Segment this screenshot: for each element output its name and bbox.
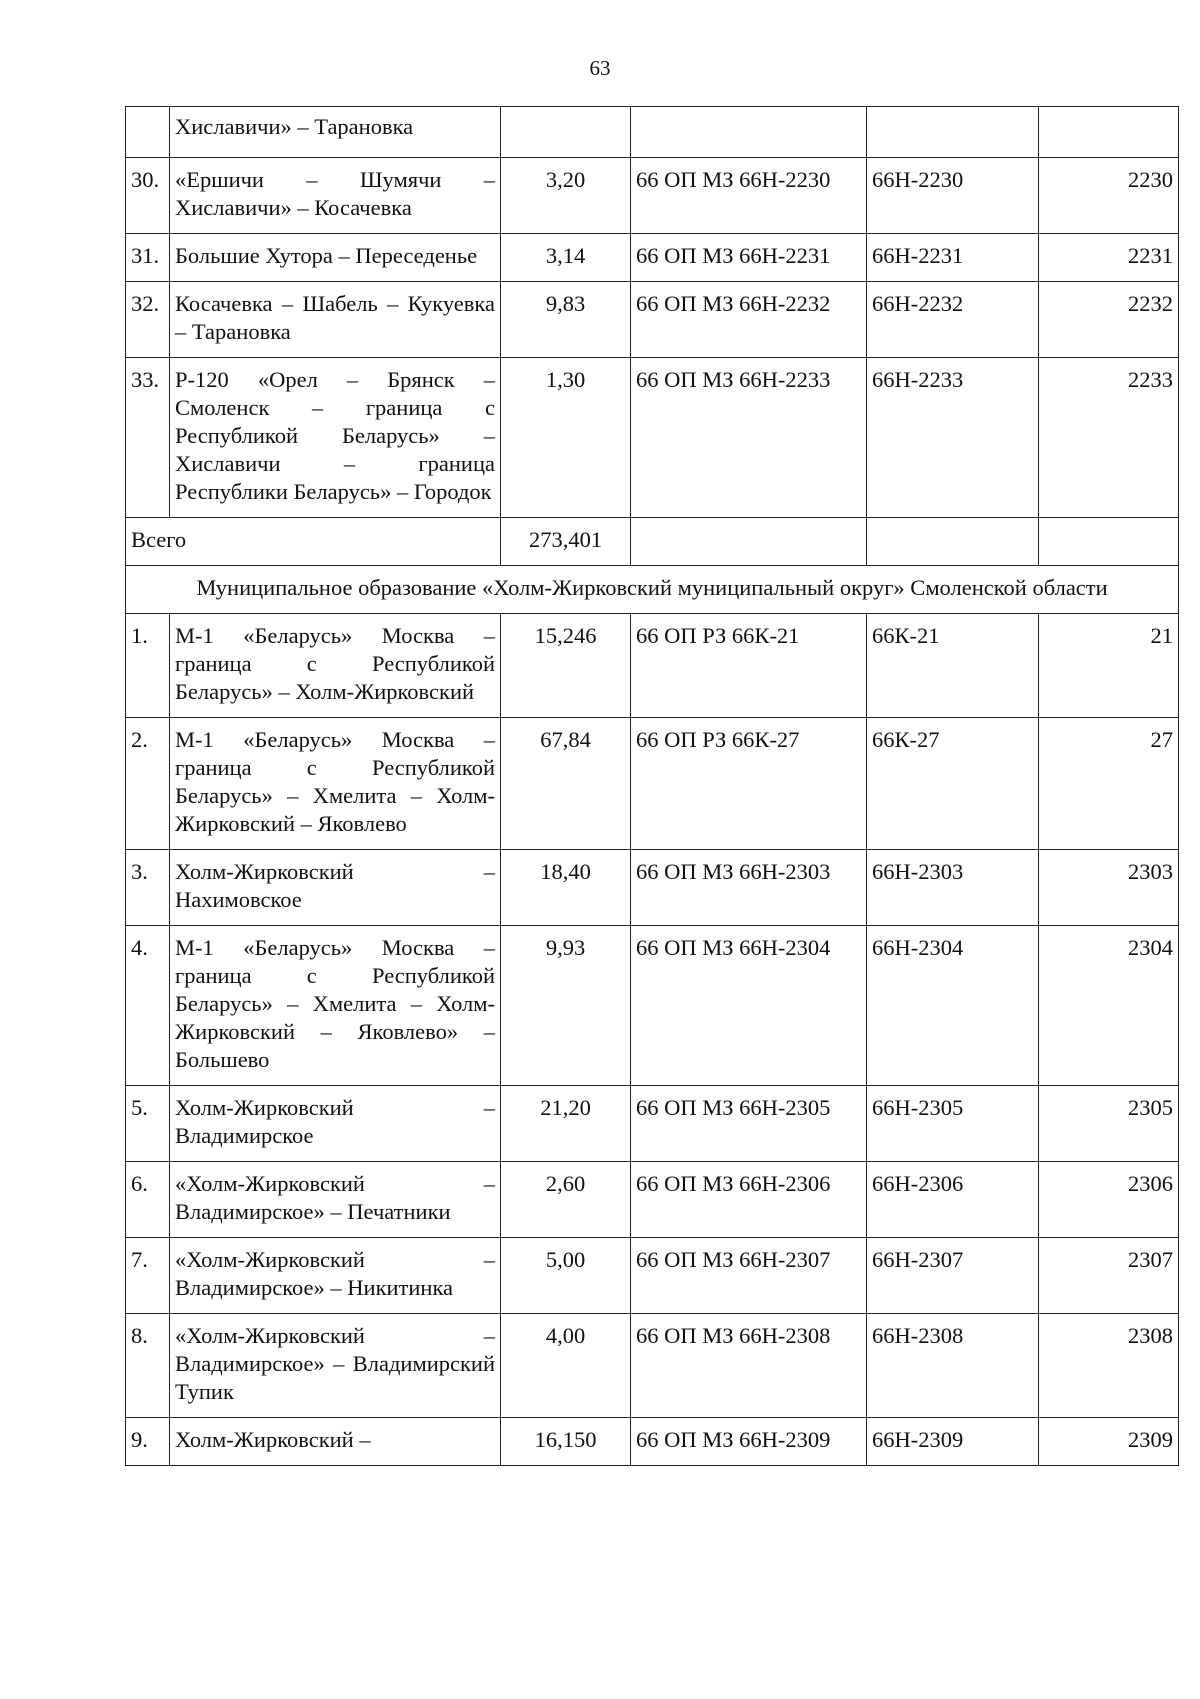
row-number: 32. <box>126 282 170 358</box>
total-empty-cell <box>1039 518 1179 566</box>
road-identifier: 66 ОП МЗ 66Н-2233 <box>631 358 867 518</box>
road-registration-number: 66Н-2305 <box>867 1086 1039 1162</box>
road-length: 21,20 <box>501 1086 631 1162</box>
row-number: 31. <box>126 234 170 282</box>
road-code: 2309 <box>1039 1418 1179 1466</box>
roads-table-part-1 <box>126 107 1179 518</box>
road-registration-number <box>867 107 1039 158</box>
row-number: 33. <box>126 358 170 518</box>
road-code <box>1039 107 1179 158</box>
road-registration-number: 66Н-2231 <box>867 234 1039 282</box>
section-header-row <box>126 566 1179 614</box>
road-name: М-1 «Беларусь» Москва – граница с Республикой Беларусь» – Хмелита – Холм-Жирковский – Яковлево» – Большево <box>170 926 501 1086</box>
row-number: 8. <box>126 1314 170 1418</box>
road-name: Р-120 «Орел – Брянск – Смоленск – граница с Республикой Беларусь» – Хиславичи – граница Республики Беларусь» – Городок <box>170 358 501 518</box>
table-row <box>126 234 1179 282</box>
road-name: М-1 «Беларусь» Москва – граница с Республикой Беларусь» – Холм-Жирковский <box>170 614 501 718</box>
road-identifier <box>631 107 867 158</box>
road-name: «Холм-Жирковский – Владимирское» – Владимирский Тупик <box>170 1314 501 1418</box>
table-row <box>126 1314 1179 1418</box>
road-identifier: 66 ОП МЗ 66Н-2231 <box>631 234 867 282</box>
road-identifier: 66 ОП МЗ 66Н-2307 <box>631 1238 867 1314</box>
table-row <box>126 1162 1179 1238</box>
road-code: 2230 <box>1039 158 1179 234</box>
road-registration-number: 66Н-2306 <box>867 1162 1039 1238</box>
road-registration-number: 66Н-2304 <box>867 926 1039 1086</box>
road-length: 1,30 <box>501 358 631 518</box>
total-value: 273,401 <box>501 518 631 566</box>
road-registration-number: 66Н-2232 <box>867 282 1039 358</box>
road-identifier: 66 ОП МЗ 66Н-2305 <box>631 1086 867 1162</box>
road-name: Большие Хутора – Переседенье <box>170 234 501 282</box>
road-code: 2233 <box>1039 358 1179 518</box>
road-registration-number: 66Н-2230 <box>867 158 1039 234</box>
table-row <box>126 614 1179 718</box>
row-number: 2. <box>126 718 170 850</box>
row-number: 5. <box>126 1086 170 1162</box>
row-number: 4. <box>126 926 170 1086</box>
roads-table-part-2 <box>126 614 1179 1466</box>
row-number: 6. <box>126 1162 170 1238</box>
road-code: 2306 <box>1039 1162 1179 1238</box>
table-row <box>126 282 1179 358</box>
table-row <box>126 1418 1179 1466</box>
table-row <box>126 850 1179 926</box>
road-identifier: 66 ОП РЗ 66К-21 <box>631 614 867 718</box>
road-length: 18,40 <box>501 850 631 926</box>
road-length: 3,14 <box>501 234 631 282</box>
total-label: Всего <box>126 518 501 566</box>
road-length: 2,60 <box>501 1162 631 1238</box>
roads-table <box>125 106 1179 1466</box>
road-name: Холм-Жирковский – <box>170 1418 501 1466</box>
road-registration-number: 66К-27 <box>867 718 1039 850</box>
total-empty-cell <box>631 518 867 566</box>
page-number: 63 <box>589 56 611 80</box>
road-code: 21 <box>1039 614 1179 718</box>
row-number: 3. <box>126 850 170 926</box>
road-identifier: 66 ОП МЗ 66Н-2309 <box>631 1418 867 1466</box>
road-registration-number: 66Н-2233 <box>867 358 1039 518</box>
table-row <box>126 926 1179 1086</box>
road-identifier: 66 ОП МЗ 66Н-2303 <box>631 850 867 926</box>
road-code: 27 <box>1039 718 1179 850</box>
road-registration-number: 66Н-2307 <box>867 1238 1039 1314</box>
road-code: 2231 <box>1039 234 1179 282</box>
road-registration-number: 66К-21 <box>867 614 1039 718</box>
road-name: «Холм-Жирковский – Владимирское» – Печатники <box>170 1162 501 1238</box>
road-name: «Холм-Жирковский – Владимирское» – Никитинка <box>170 1238 501 1314</box>
table-row <box>126 1086 1179 1162</box>
total-section <box>126 518 1179 614</box>
road-length: 9,93 <box>501 926 631 1086</box>
road-length: 16,150 <box>501 1418 631 1466</box>
road-identifier: 66 ОП МЗ 66Н-2306 <box>631 1162 867 1238</box>
road-code: 2304 <box>1039 926 1179 1086</box>
road-name: Хиславичи» – Тарановка <box>170 107 501 158</box>
road-length <box>501 107 631 158</box>
road-name: Косачевка – Шабель – Кукуевка – Тарановка <box>170 282 501 358</box>
row-number: 1. <box>126 614 170 718</box>
road-registration-number: 66Н-2308 <box>867 1314 1039 1418</box>
row-number: 7. <box>126 1238 170 1314</box>
table-row <box>126 158 1179 234</box>
road-registration-number: 66Н-2303 <box>867 850 1039 926</box>
road-length: 9,83 <box>501 282 631 358</box>
table-row <box>126 107 1179 158</box>
row-number <box>126 107 170 158</box>
road-code: 2307 <box>1039 1238 1179 1314</box>
road-code: 2232 <box>1039 282 1179 358</box>
road-identifier: 66 ОП МЗ 66Н-2232 <box>631 282 867 358</box>
road-name: «Ершичи – Шумячи – Хиславичи» – Косачевка <box>170 158 501 234</box>
road-registration-number: 66Н-2309 <box>867 1418 1039 1466</box>
row-number: 9. <box>126 1418 170 1466</box>
road-code: 2308 <box>1039 1314 1179 1418</box>
road-identifier: 66 ОП МЗ 66Н-2308 <box>631 1314 867 1418</box>
road-code: 2305 <box>1039 1086 1179 1162</box>
road-identifier: 66 ОП МЗ 66Н-2304 <box>631 926 867 1086</box>
road-code: 2303 <box>1039 850 1179 926</box>
road-length: 4,00 <box>501 1314 631 1418</box>
road-length: 3,20 <box>501 158 631 234</box>
road-name: М-1 «Беларусь» Москва – граница с Республикой Беларусь» – Хмелита – Холм-Жирковский – Яковлево <box>170 718 501 850</box>
row-number: 30. <box>126 158 170 234</box>
total-row <box>126 518 1179 566</box>
table-row <box>126 718 1179 850</box>
table-row <box>126 358 1179 518</box>
road-name: Холм-Жирковский – Нахимовское <box>170 850 501 926</box>
road-length: 67,84 <box>501 718 631 850</box>
road-identifier: 66 ОП РЗ 66К-27 <box>631 718 867 850</box>
total-empty-cell <box>867 518 1039 566</box>
road-length: 15,246 <box>501 614 631 718</box>
road-identifier: 66 ОП МЗ 66Н-2230 <box>631 158 867 234</box>
road-length: 5,00 <box>501 1238 631 1314</box>
section-title: Муниципальное образование «Холм-Жирковский муниципальный округ» Смоленской области <box>126 566 1179 614</box>
road-name: Холм-Жирковский – Владимирское <box>170 1086 501 1162</box>
table-row <box>126 1238 1179 1314</box>
